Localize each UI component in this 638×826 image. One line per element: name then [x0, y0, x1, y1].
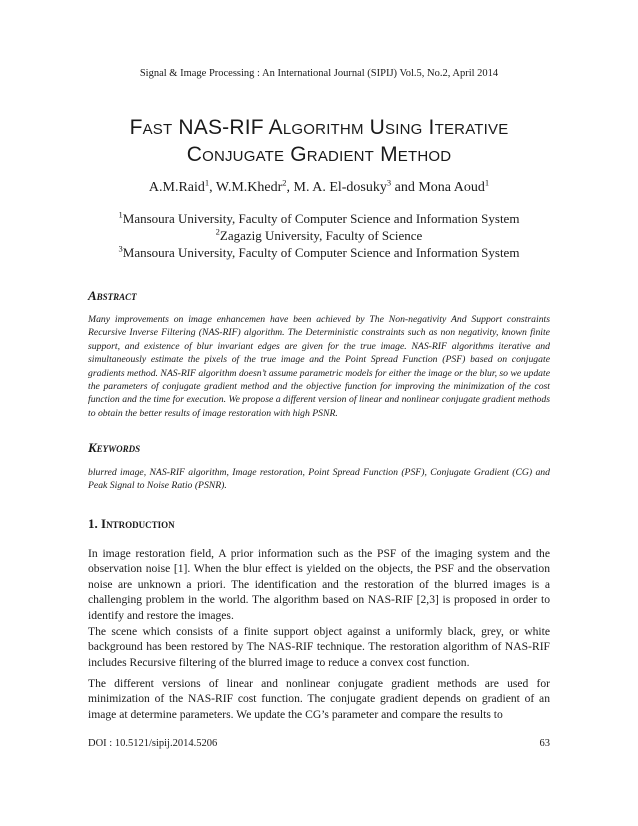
title-line-2: Conjugate Gradient Method [186, 143, 452, 166]
affiliation-line [0, 227, 638, 244]
body-paragraph: In image restoration field, A prior information such as the PSF of the imaging system and the observation noise [1]. When the blur effect is yielded on the objects, the PSF and the observation noise are unknown a priori. The identification and the restoration of the blurred images is a challenging problem in the world. The algorithm based on NAS-RIF [2,3] is proposed in order to identify and restore the images. [88, 547, 550, 622]
heading-initial: A [88, 288, 97, 303]
heading-rest: ntroduction [106, 516, 175, 531]
abstract-text: Many improvements on image enhancemen have been achieved by The Non-negativity And Support constraints Recursive Inverse Filtering (NAS-RIF) algorithm. The Deterministic constraints such as non negativity, known finite support, and existence of blur invariant edges are given for the true image. NAS-RIF algorithms iterative and simultaneously estimate the pixels of the true image and the Point Spread Function (PSF) based on conjugate gradients method. NAS-RIF algorithm doesn’t assume parametric models for either the image or the blur, so we update the parameters of conjugate gradient method and the objective function for improving the minimization of the cost function and the time for execution. We propose a different version of linear and nonlinear conjugate gradient methods to obtain the better results of image restoration with high PSNR. [88, 314, 550, 419]
keywords-heading [88, 440, 140, 456]
heading-rest: eywords [96, 440, 141, 455]
affiliation-mark: 2 [215, 226, 220, 237]
heading-rest: bstract [96, 288, 137, 303]
heading-initial: K [88, 440, 97, 455]
affiliation-line [0, 244, 638, 261]
page-footer [88, 738, 550, 749]
author-affiliation-mark: 3 [386, 177, 392, 188]
author-affiliation-mark: 1 [204, 177, 210, 188]
heading-initial: I [101, 516, 107, 531]
journal-header: Signal & Image Processing : An International Journal (SIPIJ) Vol.5, No.2, April 2014 [139, 68, 499, 79]
section-number: 1. [88, 516, 101, 531]
author-conjunction: and [391, 180, 419, 195]
author-name: W.M.Khedr [215, 180, 283, 195]
author-affiliation-mark: 2 [282, 177, 287, 188]
affiliation-text: Mansoura University, Faculty of Computer Science and Information System [122, 245, 520, 260]
affiliation-text: Mansoura University, Faculty of Computer Science and Information System [122, 211, 520, 226]
affiliation-mark: 3 [118, 243, 123, 254]
author-affiliation-mark: 1 [484, 177, 490, 188]
doi-text: DOI : 10.5121/sipij.2014.5206 [88, 738, 218, 749]
abstract-heading [88, 288, 137, 304]
keywords-text: blurred image, NAS-RIF algorithm, Image restoration, Point Spread Function (PSF), Conjugate Gradient (CG) and Peak Signal to Noise Ratio (PSNR). [88, 467, 550, 492]
affiliation-text: Zagazig University, Faculty of Science [219, 228, 423, 243]
author-name: M. A. El-dosuky [293, 180, 387, 195]
body-paragraph: The different versions of linear and nonlinear conjugate gradient methods are used for minimization of the NAS-RIF cost function. The conjugate gradient depends on gradient of an image at determine parameters. We update the CG’s parameter and compare the results to [88, 677, 550, 721]
author-list: A.M.Raid$^1$, W.M.Khedr$^2$, M. A. El-dosuky$^3$ and Mona Aoud$^1$ [148, 177, 490, 195]
affiliation-mark: 1 [118, 209, 123, 220]
affiliation-list [0, 210, 638, 261]
author-name: Mona Aoud [418, 180, 485, 195]
paper-title [60, 114, 578, 168]
body-paragraph: The scene which consists of a finite support object against a uniformly black, grey, or white background has been restored by The NAS-RIF technique. The restoration algorithm of NAS-RIF includes Recursive filtering of the blurred image to reduce a convex cost function. [88, 625, 550, 669]
title-line-1: Fast NAS-RIF Algorithm Using Iterative [129, 116, 509, 139]
author-name: A.M.Raid [148, 180, 205, 195]
page-number: 63 [539, 738, 550, 749]
affiliation-line [0, 210, 638, 227]
introduction-heading [88, 516, 175, 532]
